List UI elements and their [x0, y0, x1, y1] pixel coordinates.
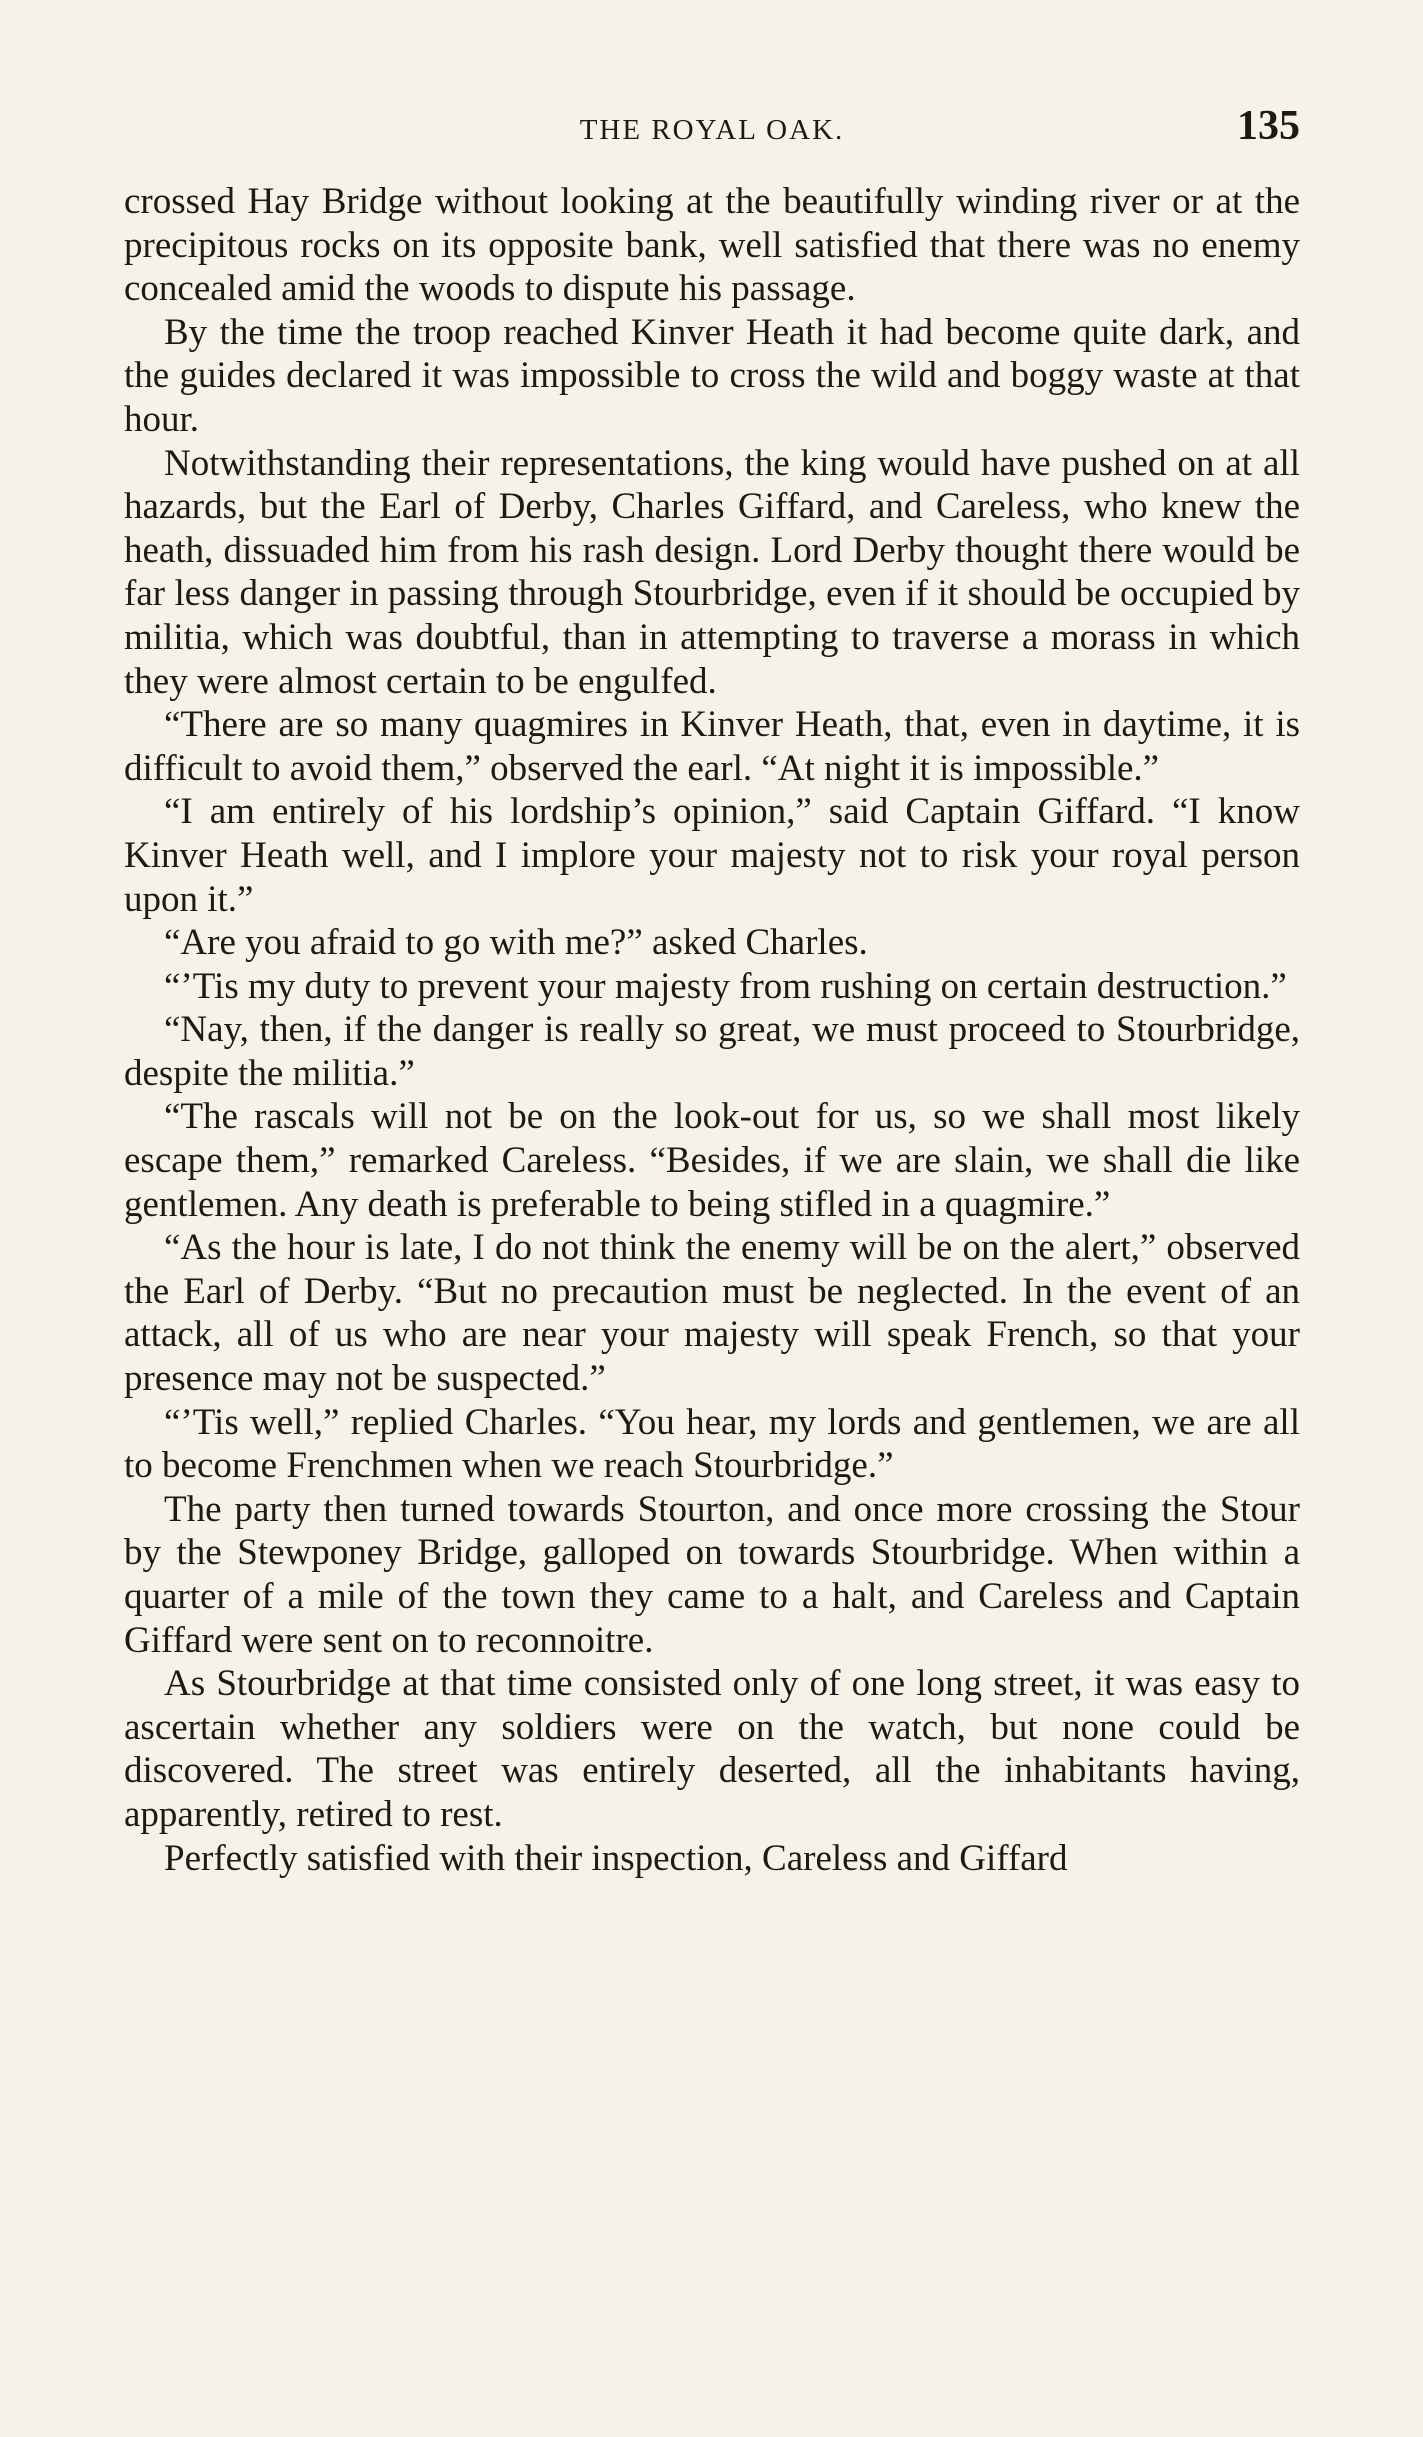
paragraph: Perfectly satisfied with their inspection, Careless and Giffard — [164, 1837, 1068, 1879]
paragraph: “There are so many quagmires in Kinver Heath, that, even in daytime, it is difficult to avoid them,” observed the earl. “At night it is impossible.” — [124, 704, 1300, 789]
paragraph: crossed Hay Bridge without looking at the beautifully winding river or at the precipitous rocks on its opposite bank, well satisfied that there was no enemy concealed amid the woods to dispute his passage. — [124, 181, 1300, 310]
body-text — [124, 180, 1300, 1880]
paragraph: As Stourbridge at that time consisted only of one long street, it was easy to ascertain whether any soldiers were on the watch, but none could be discovered. The street was entirely deserted, all the inhabitants having, apparently, retired to rest. — [124, 1663, 1300, 1835]
paragraph: The party then turned towards Stourton, and once more crossing the Stour by the Stewponey Bridge, galloped on towards Stourbridge. When within a quarter of a mile of the town they came to a halt, and Careless and Captain Giffard were sent on to reconnoitre. — [124, 1488, 1300, 1661]
running-head: THE ROYAL OAK. — [579, 114, 845, 146]
page-number: 135 — [1237, 103, 1300, 149]
paragraph: “As the hour is late, I do not think the enemy will be on the alert,” observed the Earl of Derby. “But no precaution must be neglected. In the event of an attack, all of us who are near your majesty will speak French, so that your presence may not be suspected.” — [124, 1227, 1300, 1400]
paragraph: “Nay, then, if the danger is really so great, we must proceed to Stourbridge, despite the militia.” — [124, 1009, 1300, 1094]
paragraph: “Are you afraid to go with me?” asked Charles. — [164, 922, 868, 964]
paragraph: “’Tis well,” replied Charles. “You hear, my lords and gentlemen, we are all to become Frenchmen when we reach Stourbridge.” — [124, 1401, 1300, 1487]
page-header — [124, 102, 1300, 162]
paragraph: “I am entirely of his lordship’s opinion,” said Captain Giffard. “I know Kinver Heath well, and I implore your majesty not to risk your royal person upon it.” — [124, 791, 1300, 920]
paragraph: “The rascals will not be on the look-out for us, so we shall most likely escape them,” remarked Careless. “Besides, if we are slain, we shall die like gentlemen. Any death is preferable to being stifled in a quagmire.” — [124, 1096, 1300, 1225]
paragraph: Notwithstanding their representations, the king would have pushed on at all hazards, but the Earl of Derby, Charles Giffard, and Careless, who knew the heath, dissuaded him from his rash design. Lord Derby thought there would be far less danger in passing through Stourbridge, even if it should be occupied by militia, which was doubtful, than in attempting to traverse a morass in which they were almost certain to be engulfed. — [124, 442, 1300, 702]
paragraph: By the time the troop reached Kinver Heath it had become quite dark, and the guides declared it was impossible to cross the wild and boggy waste at that hour. — [124, 311, 1300, 440]
paragraph: “’Tis my duty to prevent your majesty from rushing on certain destruction.” — [164, 965, 1287, 1007]
